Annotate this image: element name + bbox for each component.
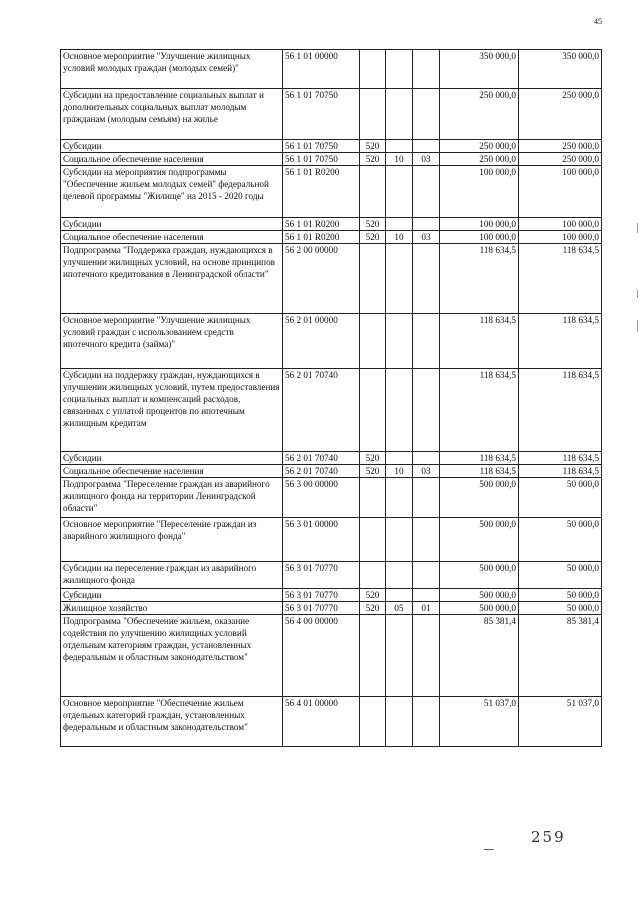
- subsection-cell: [413, 478, 440, 518]
- target-code-cell: 56 1 01 00000: [283, 50, 360, 89]
- expense-type-cell: [360, 697, 386, 747]
- amount-year2-cell: 250 000,0: [519, 89, 602, 140]
- table-row: [61, 369, 602, 452]
- expense-type-cell: [360, 369, 386, 452]
- amount-year1-cell: 250 000,0: [440, 89, 519, 140]
- amount-year2-cell: 50 000,0: [519, 602, 602, 615]
- expense-type-cell: 520: [360, 218, 386, 231]
- table-row: [61, 562, 602, 589]
- amount-year1-cell: 118 634,5: [440, 314, 519, 369]
- section-cell: [386, 140, 413, 153]
- amount-year1-cell: 118 634,5: [440, 369, 519, 452]
- budget-name-cell: Социальное обеспечение населения: [61, 231, 283, 244]
- margin-mark: [637, 320, 638, 332]
- subsection-cell: 03: [413, 465, 440, 478]
- target-code-cell: 56 2 01 70740: [283, 452, 360, 465]
- target-code-cell: 56 1 01 R0200: [283, 231, 360, 244]
- target-code-cell: 56 4 01 00000: [283, 697, 360, 747]
- section-cell: [386, 166, 413, 218]
- amount-year1-cell: 500 000,0: [440, 589, 519, 602]
- footer-dash: [484, 849, 494, 850]
- budget-name-cell: Подпрограмма "Переселение граждан из аварийного жилищного фонда на территории Ленинградской области": [61, 478, 283, 518]
- budget-name-cell: Субсидии на поддержку граждан, нуждающихся в улучшении жилищных условий, путем предоставления социальных выплат и компенсаций расходов, связанных с уплатой процентов по ипотечным жилищным кредитам: [61, 369, 283, 452]
- subsection-cell: [413, 50, 440, 89]
- subsection-cell: [413, 89, 440, 140]
- target-code-cell: 56 2 01 70740: [283, 369, 360, 452]
- amount-year1-cell: 350 000,0: [440, 50, 519, 89]
- subsection-cell: 03: [413, 153, 440, 166]
- target-code-cell: 56 3 01 70770: [283, 562, 360, 589]
- section-cell: [386, 615, 413, 697]
- table-row: [61, 518, 602, 562]
- budget-name-cell: Субсидии: [61, 140, 283, 153]
- expense-type-cell: [360, 50, 386, 89]
- budget-name-cell: Основное мероприятие "Обеспечение жильем отдельных категорий граждан, установленных федеральным и областным законодательством": [61, 697, 283, 747]
- budget-name-cell: Субсидии на переселение граждан из аварийного жилищного фонда: [61, 562, 283, 589]
- margin-mark: [637, 223, 638, 233]
- handwritten-page-number: 259: [531, 828, 566, 846]
- page-number: 45: [594, 17, 602, 26]
- amount-year2-cell: 51 037,0: [519, 697, 602, 747]
- expense-type-cell: [360, 89, 386, 140]
- table-row: [61, 615, 602, 697]
- table-row: [61, 314, 602, 369]
- amount-year1-cell: 118 634,5: [440, 244, 519, 314]
- section-cell: [386, 478, 413, 518]
- table-row: [61, 465, 602, 478]
- expense-type-cell: 520: [360, 140, 386, 153]
- amount-year2-cell: 50 000,0: [519, 589, 602, 602]
- section-cell: [386, 314, 413, 369]
- expense-type-cell: 520: [360, 602, 386, 615]
- section-cell: 10: [386, 153, 413, 166]
- target-code-cell: 56 3 01 70770: [283, 589, 360, 602]
- table-body: [61, 50, 602, 747]
- amount-year1-cell: 51 037,0: [440, 697, 519, 747]
- amount-year1-cell: 100 000,0: [440, 218, 519, 231]
- expense-type-cell: [360, 615, 386, 697]
- amount-year1-cell: 118 634,5: [440, 452, 519, 465]
- budget-name-cell: Основное мероприятие "Улучшение жилищных условий граждан с использованием средств ипотечного кредита (займа)": [61, 314, 283, 369]
- subsection-cell: [413, 166, 440, 218]
- table-row: [61, 166, 602, 218]
- amount-year2-cell: 350 000,0: [519, 50, 602, 89]
- expense-type-cell: [360, 478, 386, 518]
- table-row: [61, 589, 602, 602]
- amount-year2-cell: 50 000,0: [519, 518, 602, 562]
- expense-type-cell: [360, 518, 386, 562]
- amount-year2-cell: 118 634,5: [519, 244, 602, 314]
- margin-mark: [637, 290, 638, 298]
- amount-year1-cell: 500 000,0: [440, 478, 519, 518]
- section-cell: 10: [386, 465, 413, 478]
- amount-year2-cell: 118 634,5: [519, 452, 602, 465]
- budget-name-cell: Субсидии на предоставление социальных выплат и дополнительных социальных выплат молодым гражданам (молодым семьям) на жилье: [61, 89, 283, 140]
- section-cell: [386, 89, 413, 140]
- table-row: [61, 218, 602, 231]
- budget-name-cell: Жилищное хозяйство: [61, 602, 283, 615]
- amount-year1-cell: 250 000,0: [440, 140, 519, 153]
- expense-type-cell: [360, 562, 386, 589]
- section-cell: [386, 244, 413, 314]
- subsection-cell: [413, 697, 440, 747]
- table-row: [61, 50, 602, 89]
- table-row: [61, 153, 602, 166]
- budget-name-cell: Субсидии: [61, 589, 283, 602]
- expense-type-cell: 520: [360, 153, 386, 166]
- subsection-cell: [413, 562, 440, 589]
- budget-name-cell: Социальное обеспечение населения: [61, 465, 283, 478]
- table-row: [61, 244, 602, 314]
- amount-year2-cell: 100 000,0: [519, 166, 602, 218]
- expense-type-cell: 520: [360, 589, 386, 602]
- amount-year2-cell: 85 381,4: [519, 615, 602, 697]
- amount-year1-cell: 85 381,4: [440, 615, 519, 697]
- table-row: [61, 89, 602, 140]
- budget-table: [60, 49, 602, 747]
- section-cell: [386, 369, 413, 452]
- section-cell: 05: [386, 602, 413, 615]
- target-code-cell: 56 1 01 R0200: [283, 166, 360, 218]
- section-cell: [386, 562, 413, 589]
- table-row: [61, 478, 602, 518]
- subsection-cell: [413, 615, 440, 697]
- target-code-cell: 56 1 01 R0200: [283, 218, 360, 231]
- budget-name-cell: Подпрограмма "Обеспечение жильем, оказание содействия по улучшению жилищных условий отдельным категориям граждан, установленных федеральным и областным законодательством": [61, 615, 283, 697]
- table-row: [61, 602, 602, 615]
- section-cell: [386, 518, 413, 562]
- subsection-cell: 01: [413, 602, 440, 615]
- target-code-cell: 56 1 01 70750: [283, 140, 360, 153]
- budget-name-cell: Социальное обеспечение населения: [61, 153, 283, 166]
- subsection-cell: 03: [413, 231, 440, 244]
- subsection-cell: [413, 244, 440, 314]
- amount-year1-cell: 250 000,0: [440, 153, 519, 166]
- amount-year2-cell: 250 000,0: [519, 140, 602, 153]
- expense-type-cell: 520: [360, 452, 386, 465]
- subsection-cell: [413, 314, 440, 369]
- section-cell: [386, 50, 413, 89]
- budget-name-cell: Подпрограмма "Поддержка граждан, нуждающихся в улучшении жилищных условий, на основе принципов ипотечного кредитования в Ленинградской области": [61, 244, 283, 314]
- table-row: [61, 697, 602, 747]
- target-code-cell: 56 3 00 00000: [283, 478, 360, 518]
- target-code-cell: 56 2 00 00000: [283, 244, 360, 314]
- amount-year2-cell: 118 634,5: [519, 465, 602, 478]
- expense-type-cell: [360, 314, 386, 369]
- budget-name-cell: Основное мероприятие "Улучшение жилищных условий молодых граждан (молодых семей)": [61, 50, 283, 89]
- subsection-cell: [413, 369, 440, 452]
- amount-year2-cell: 250 000,0: [519, 153, 602, 166]
- target-code-cell: 56 3 01 00000: [283, 518, 360, 562]
- section-cell: [386, 218, 413, 231]
- table-row: [61, 140, 602, 153]
- target-code-cell: 56 3 01 70770: [283, 602, 360, 615]
- amount-year2-cell: 118 634,5: [519, 314, 602, 369]
- expense-type-cell: 520: [360, 465, 386, 478]
- subsection-cell: [413, 452, 440, 465]
- amount-year2-cell: 50 000,0: [519, 478, 602, 518]
- amount-year2-cell: 118 634,5: [519, 369, 602, 452]
- subsection-cell: [413, 518, 440, 562]
- expense-type-cell: 520: [360, 231, 386, 244]
- target-code-cell: 56 1 01 70750: [283, 153, 360, 166]
- section-cell: [386, 589, 413, 602]
- amount-year1-cell: 118 634,5: [440, 465, 519, 478]
- section-cell: [386, 697, 413, 747]
- expense-type-cell: [360, 244, 386, 314]
- amount-year1-cell: 100 000,0: [440, 231, 519, 244]
- amount-year2-cell: 100 000,0: [519, 218, 602, 231]
- budget-name-cell: Основное мероприятие "Переселение граждан из аварийного жилищного фонда": [61, 518, 283, 562]
- target-code-cell: 56 1 01 70750: [283, 89, 360, 140]
- section-cell: 10: [386, 231, 413, 244]
- amount-year2-cell: 100 000,0: [519, 231, 602, 244]
- subsection-cell: [413, 140, 440, 153]
- target-code-cell: 56 2 01 00000: [283, 314, 360, 369]
- amount-year1-cell: 100 000,0: [440, 166, 519, 218]
- target-code-cell: 56 2 01 70740: [283, 465, 360, 478]
- section-cell: [386, 452, 413, 465]
- amount-year1-cell: 500 000,0: [440, 602, 519, 615]
- budget-name-cell: Субсидии: [61, 452, 283, 465]
- amount-year1-cell: 500 000,0: [440, 562, 519, 589]
- amount-year1-cell: 500 000,0: [440, 518, 519, 562]
- target-code-cell: 56 4 00 00000: [283, 615, 360, 697]
- table-row: [61, 452, 602, 465]
- budget-name-cell: Субсидии на мероприятия подпрограммы "Обеспечение жильем молодых семей" федеральной целевой программы "Жилище" на 2015 - 2020 годы: [61, 166, 283, 218]
- table-row: [61, 231, 602, 244]
- subsection-cell: [413, 589, 440, 602]
- subsection-cell: [413, 218, 440, 231]
- amount-year2-cell: 50 000,0: [519, 562, 602, 589]
- expense-type-cell: [360, 166, 386, 218]
- budget-name-cell: Субсидии: [61, 218, 283, 231]
